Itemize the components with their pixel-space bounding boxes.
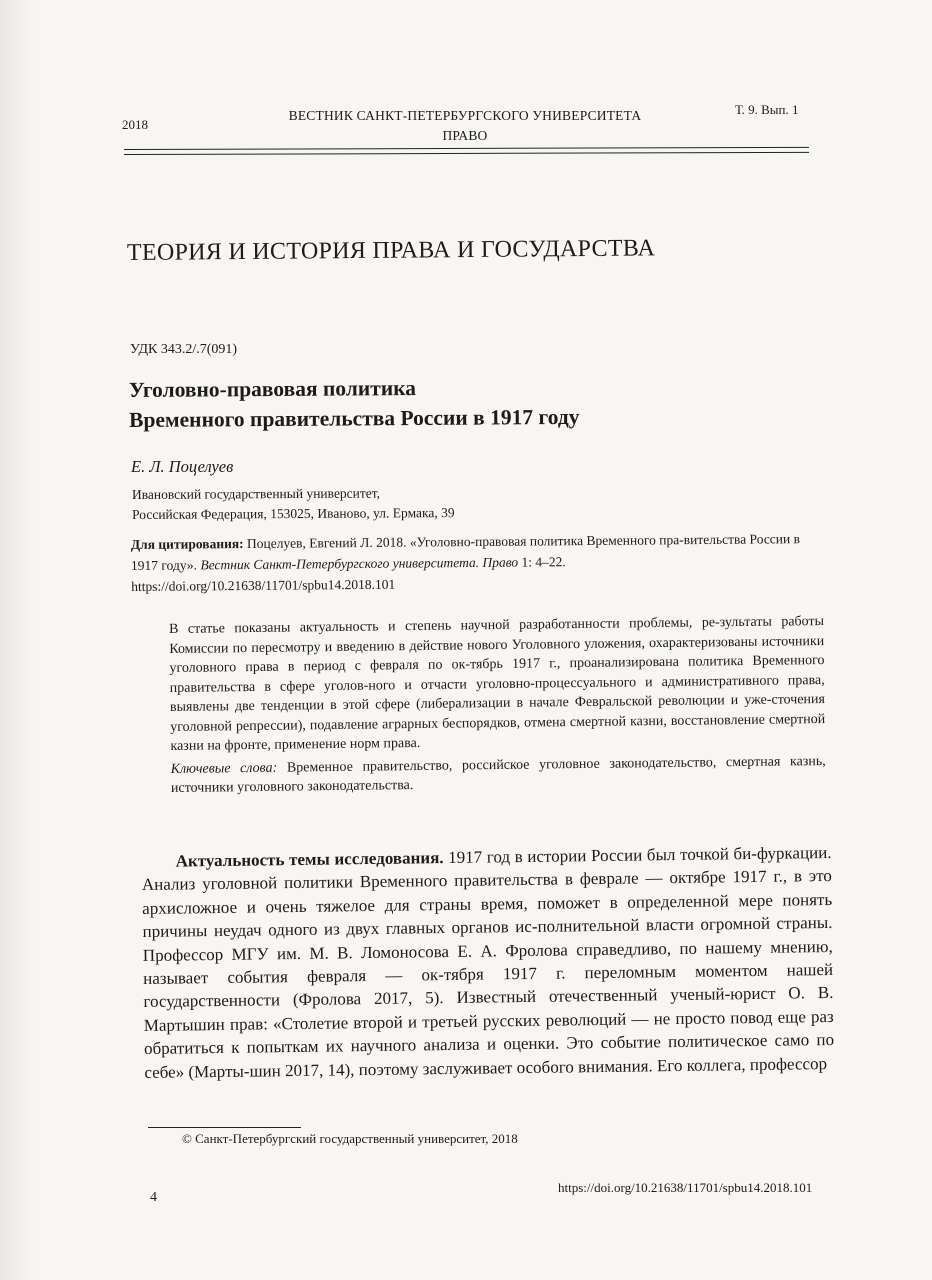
abstract-text: В статье показаны актуальность и степень научной разработанности проблемы, ре-зультаты работы Комиссии по пересмотру и введению в действие нового Уголовного уложения, охарактеризованы источники уголовного права в период с февраля по ок-тябрь 1917 г., проанализирована политика Временного правительства в сфере уголов-ного и отчасти уголовно-процессуального и административного права, выявлены две тенденции в этой сфере (либерализации в начале Февральской революции и уже-сточения уголовной репрессии), подавление аграрных беспорядков, отмена смертной казни, восстановление смертной казни на фронте, применение норм права. <box>168 614 826 754</box>
copyright-footnote: © Санкт-Петербургский государственный университет, 2018 <box>182 1131 518 1146</box>
keywords-text: Временное правительство, российское уголовное законодательство, смертная казнь, источники уголовного законодательства. <box>170 753 826 796</box>
body-lead-heading: Актуальность темы исследования. <box>175 848 444 871</box>
body-paragraph <box>141 841 834 1084</box>
citation-block <box>131 528 822 597</box>
citation-text-1: Поцелуев, Евгений Л. 2018. «Уголовно-правовая политика Временного пра-вительства России в 1917 году». <box>130 531 801 573</box>
udk-code: УДК 343.2/.7(091) <box>130 342 238 357</box>
page-number: 4 <box>150 1190 157 1205</box>
affiliation-line2: Российская Федерация, 153025, Иваново, ул. Ермака, 39 <box>132 505 455 522</box>
footnote-rule <box>148 1127 301 1128</box>
scan-edge-shadow <box>0 0 34 1280</box>
header-journal-line2: ПРАВО <box>442 128 488 143</box>
citation-label: Для цитирования: <box>130 536 244 553</box>
article-title-line2: Временного правительства России в 1917 году <box>129 404 580 432</box>
affiliation-line1: Ивановский государственный университет, <box>131 485 381 503</box>
citation-text-2: 1: 4–22. https://doi.org/10.21638/11701/spbu14.2018.101 <box>131 554 566 594</box>
header-rule-thin <box>124 152 809 155</box>
header-journal-line1: ВЕСТНИК САНКТ-ПЕТЕРБУРГСКОГО УНИВЕРСИТЕТА <box>288 108 642 123</box>
header-rule-thick <box>124 147 809 150</box>
article-title-line1: Уголовно-правовая политика <box>128 375 417 403</box>
body-text <box>141 841 834 1084</box>
keywords-label: Ключевые слова: <box>170 760 278 777</box>
footer-doi: https://doi.org/10.21638/11701/spbu14.2018.101 <box>558 1180 813 1195</box>
header-journal-title <box>250 106 680 146</box>
header-year: 2018 <box>122 117 148 132</box>
keywords <box>171 751 826 798</box>
article-title <box>129 372 580 435</box>
author-affiliation <box>132 483 455 525</box>
abstract-block <box>169 612 826 798</box>
author-name: Е. Л. Поцелуев <box>131 457 234 476</box>
section-title: ТЕОРИЯ И ИСТОРИЯ ПРАВА И ГОСУДАРСТВА <box>126 235 656 266</box>
citation-journal: Вестник Санкт-Петербургского университета. Право <box>200 554 519 573</box>
body-paragraph-text: 1917 год в истории России был точкой би-фуркации. Анализ уголовной политики Временного правительства в феврале — октябре 1917 г., в это архисложное и очень тяжелое для страны время, поможет в определенной мере понять причины неудач одного из двух главных органов ис-полнительной власти огромной страны. Профессор МГУ им. М. В. Ломоносова Е. А. Фролова справедливо, по нашему мнению, называет события февраля — ок-тября 1917 г. переломным моментом нашей государственности (Фролова 2017, 5). Известный отечественный ученый-юрист О. В. Мартышин прав: «Столетие второй и третьей русских революций — не просто повод еще раз обратиться к попыткам их научного анализа и оценки. Это событие политическое само по себе» (Марты-шин 2017, 14), поэтому заслуживает особого внимания. Его коллега, профессор <box>141 842 835 1082</box>
header-volume: Т. 9. Вып. 1 <box>735 102 799 117</box>
